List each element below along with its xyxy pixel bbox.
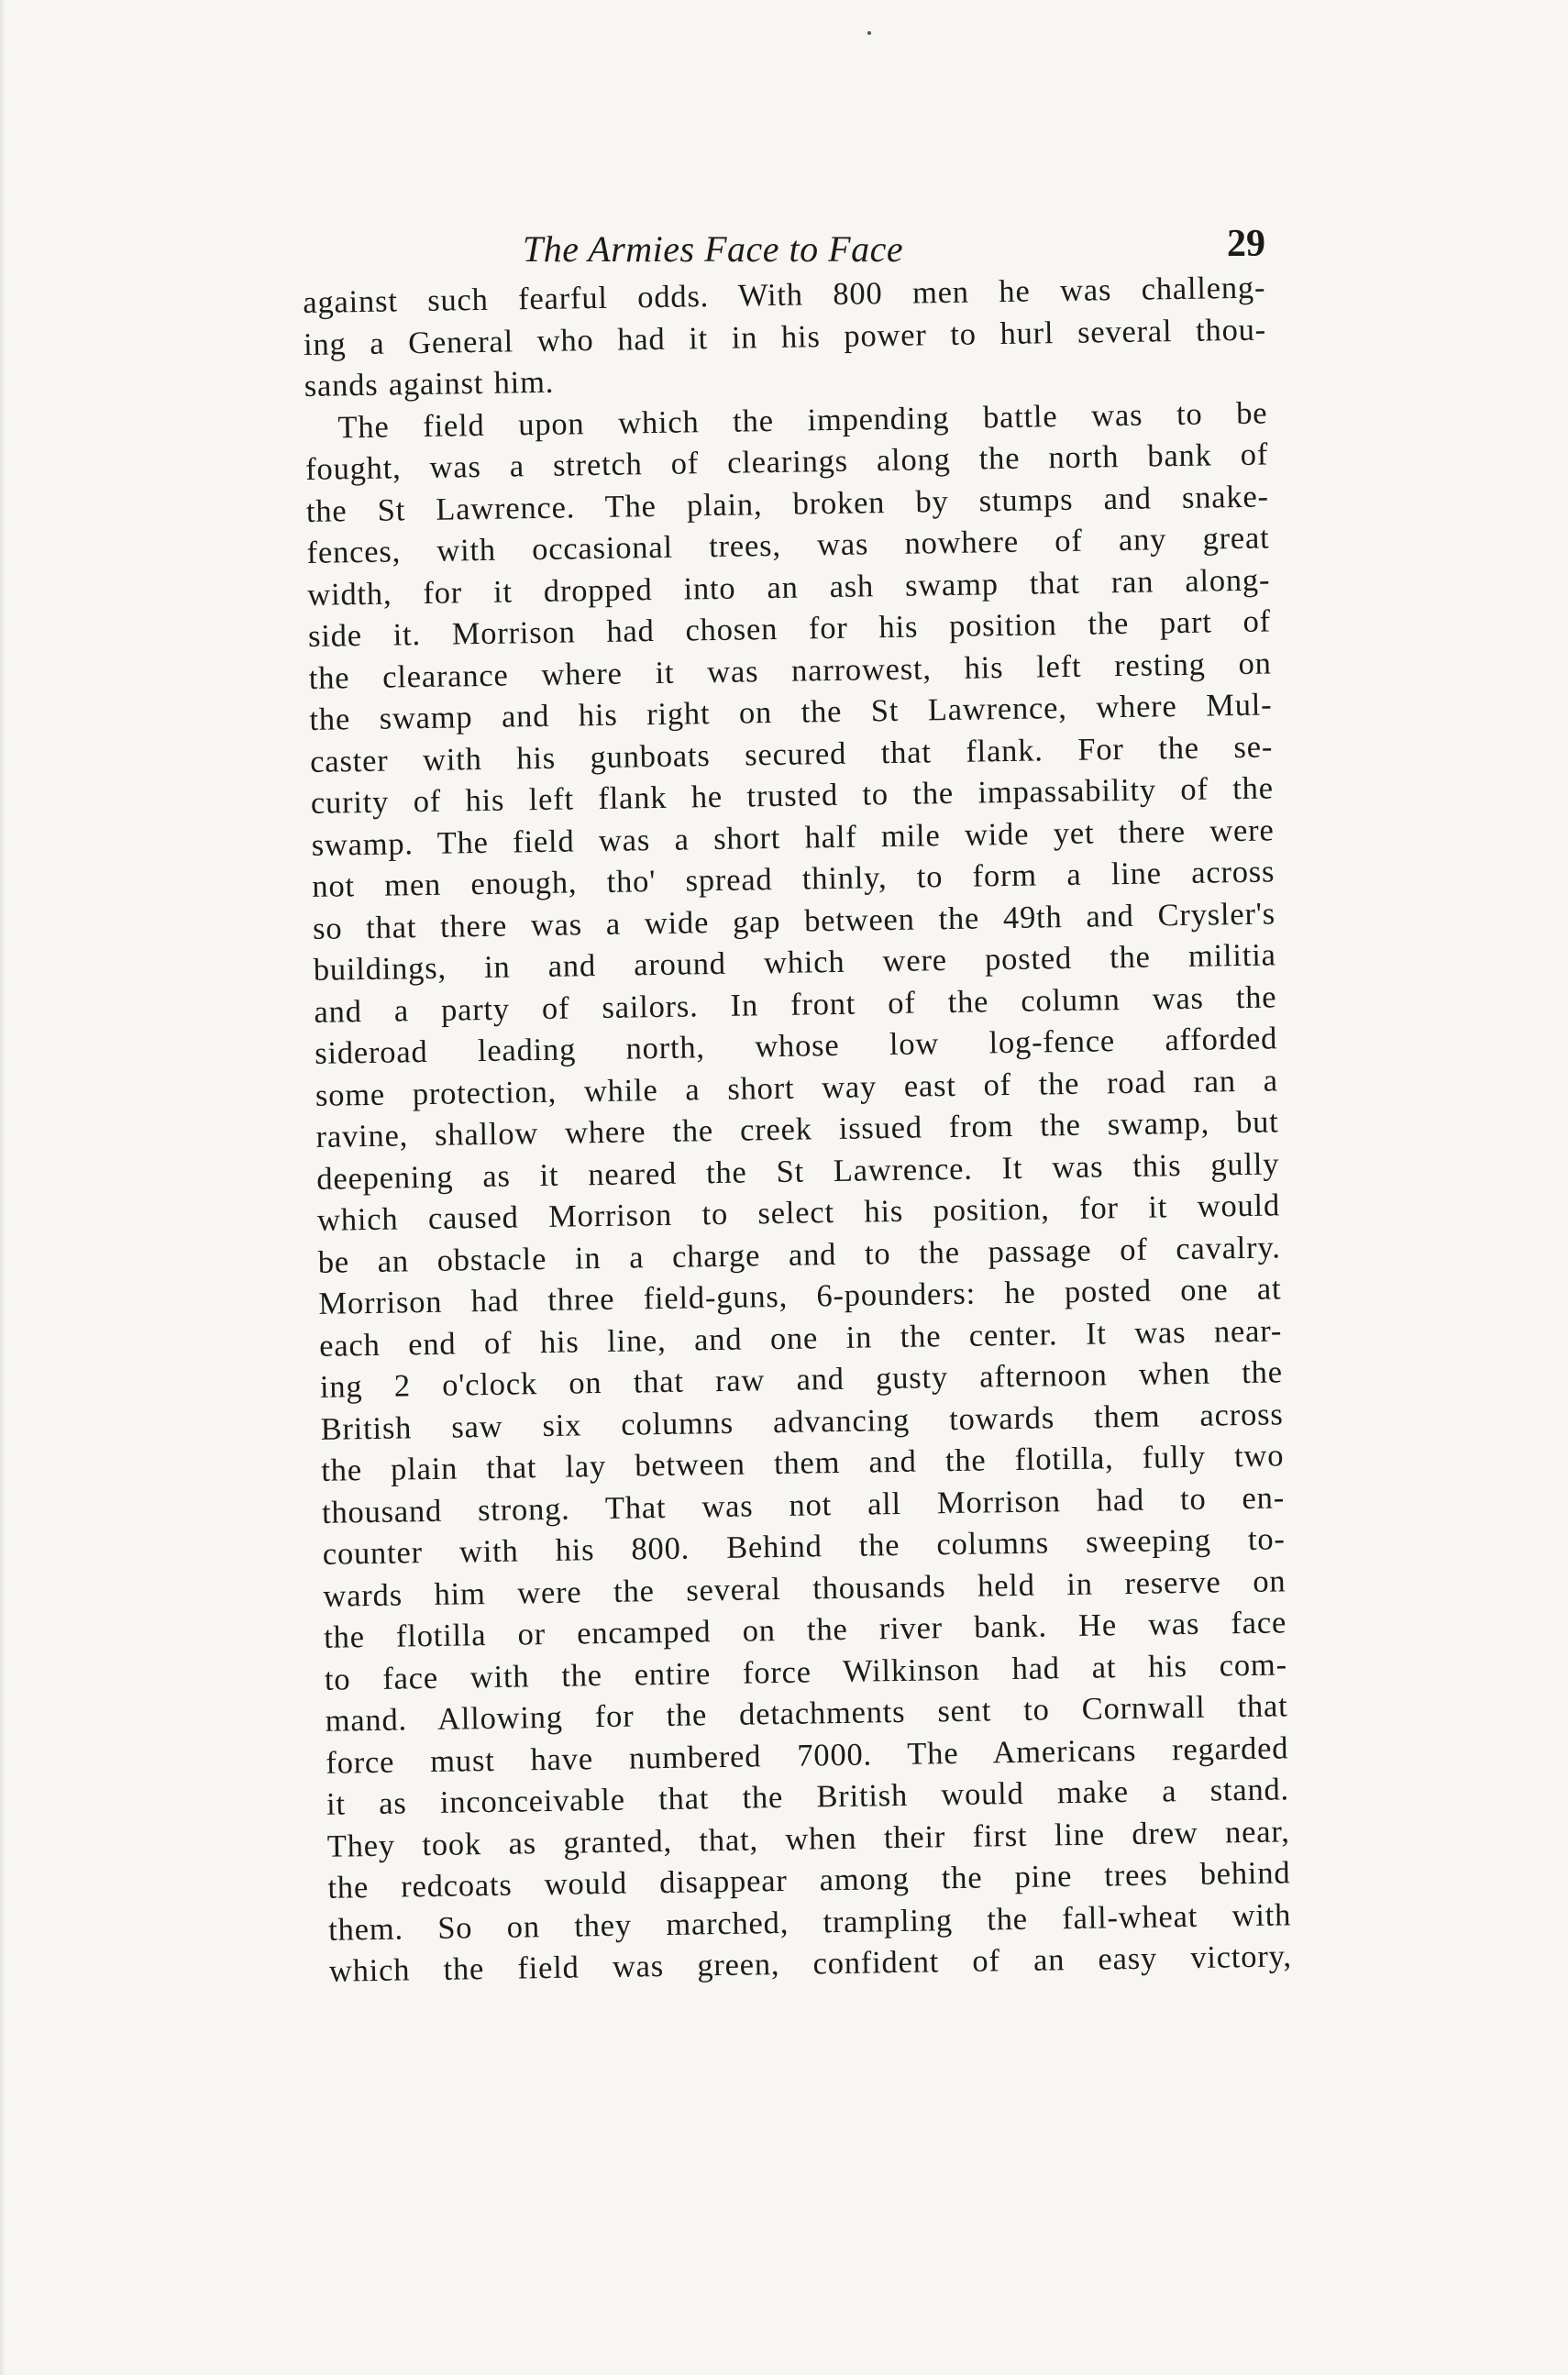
text-line: ing a General who had it in his power to hurl several thou-	[303, 312, 1267, 362]
text-line: They took as granted, that, when their first line drew near,	[326, 1813, 1290, 1864]
ink-speck	[867, 31, 871, 35]
text-line: deepening as it neared the St Lawrence. It was this gully	[316, 1145, 1280, 1197]
text-line: swamp. The field was a short half mile wide yet there were	[311, 812, 1275, 863]
text-line: so that there was a wide gap between the 49th and Crysler's	[312, 895, 1276, 946]
text-line: the clearance where it was narrowest, his left resting on	[308, 645, 1272, 696]
text-line: the flotilla or encamped on the river bank. He was face	[323, 1605, 1287, 1655]
text-line: be an obstacle in a charge and to the passage of cavalry.	[317, 1229, 1281, 1280]
text-line: buildings, in and around which were posted the militia	[313, 937, 1276, 988]
text-line: wards him were the several thousands held in reserve on	[323, 1563, 1286, 1614]
text-line: some protection, while a short way east of the road ran a	[315, 1062, 1279, 1113]
text-line: British saw six columns advancing towards them across	[320, 1396, 1284, 1447]
text-line: caster with his gunboats secured that flank. For the se-	[309, 728, 1274, 779]
text-line: which the field was green, confident of an easy victory,	[328, 1939, 1293, 1989]
text-line: mand. Allowing for the detachments sent to Cornwall that	[325, 1688, 1288, 1739]
text-line: the plain that lay between them and the flotilla, fully two	[321, 1438, 1285, 1488]
text-line: thousand strong. That was not all Morrison had to en-	[321, 1479, 1286, 1530]
text-line: counter with his 800. Behind the columns sweeping to-	[322, 1521, 1286, 1572]
text-line: which caused Morrison to select his position, for it would	[316, 1188, 1281, 1238]
text-line: fought, was a stretch of clearings along the north bank of	[304, 436, 1269, 487]
text-line: Morrison had three field-guns, 6-pounders: he posted one at	[318, 1271, 1282, 1321]
text-line: ravine, shallow where the creek issued from the swamp, but	[315, 1104, 1279, 1154]
body-text	[303, 268, 1292, 1994]
text-line: and a party of sailors. In front of the column was the	[314, 978, 1277, 1030]
running-title: The Armies Face to Face	[523, 228, 904, 270]
text-line: each end of his line, and one in the center. It was near-	[318, 1312, 1283, 1364]
text-line: sands against him.	[304, 364, 555, 403]
text-line: them. So on they marched, trampling the fall-wheat with	[327, 1896, 1292, 1948]
text-line: the redcoats would disappear among the pine trees behind	[327, 1855, 1291, 1906]
text-line: to face with the entire force Wilkinson had at his com-	[324, 1646, 1288, 1697]
text-line: side it. Morrison had chosen for his position the part of	[307, 603, 1272, 654]
text-line: sideroad leading north, whose low log-fence afforded	[314, 1021, 1278, 1071]
text-line: curity of his left flank he trusted to the impassability of the	[310, 770, 1275, 821]
text-line: ing 2 o'clock on that raw and gusty afternoon when the	[319, 1354, 1284, 1405]
text-line: against such fearful odds. With 800 men he was challeng-	[303, 270, 1266, 320]
text-line: fences, with occasional trees, was nowhere of any great	[306, 520, 1270, 570]
page-number: 29	[1227, 223, 1265, 265]
text-line: the swamp and his right on the St Lawrence, where Mul-	[309, 687, 1273, 737]
page-edge-shadow	[0, 0, 6, 2375]
text-line: it as inconceivable that the British would make a stand.	[326, 1772, 1290, 1822]
text-line: The field upon which the impending battle was to be	[337, 394, 1268, 445]
text-line: the St Lawrence. The plain, broken by stumps and snake-	[305, 478, 1270, 529]
text-line: not men enough, tho' spread thinly, to form a line across	[312, 854, 1275, 904]
text-line: width, for it dropped into an ash swamp that ran along-	[307, 561, 1271, 613]
text-line: force must have numbered 7000. The Americans regarded	[326, 1729, 1289, 1781]
